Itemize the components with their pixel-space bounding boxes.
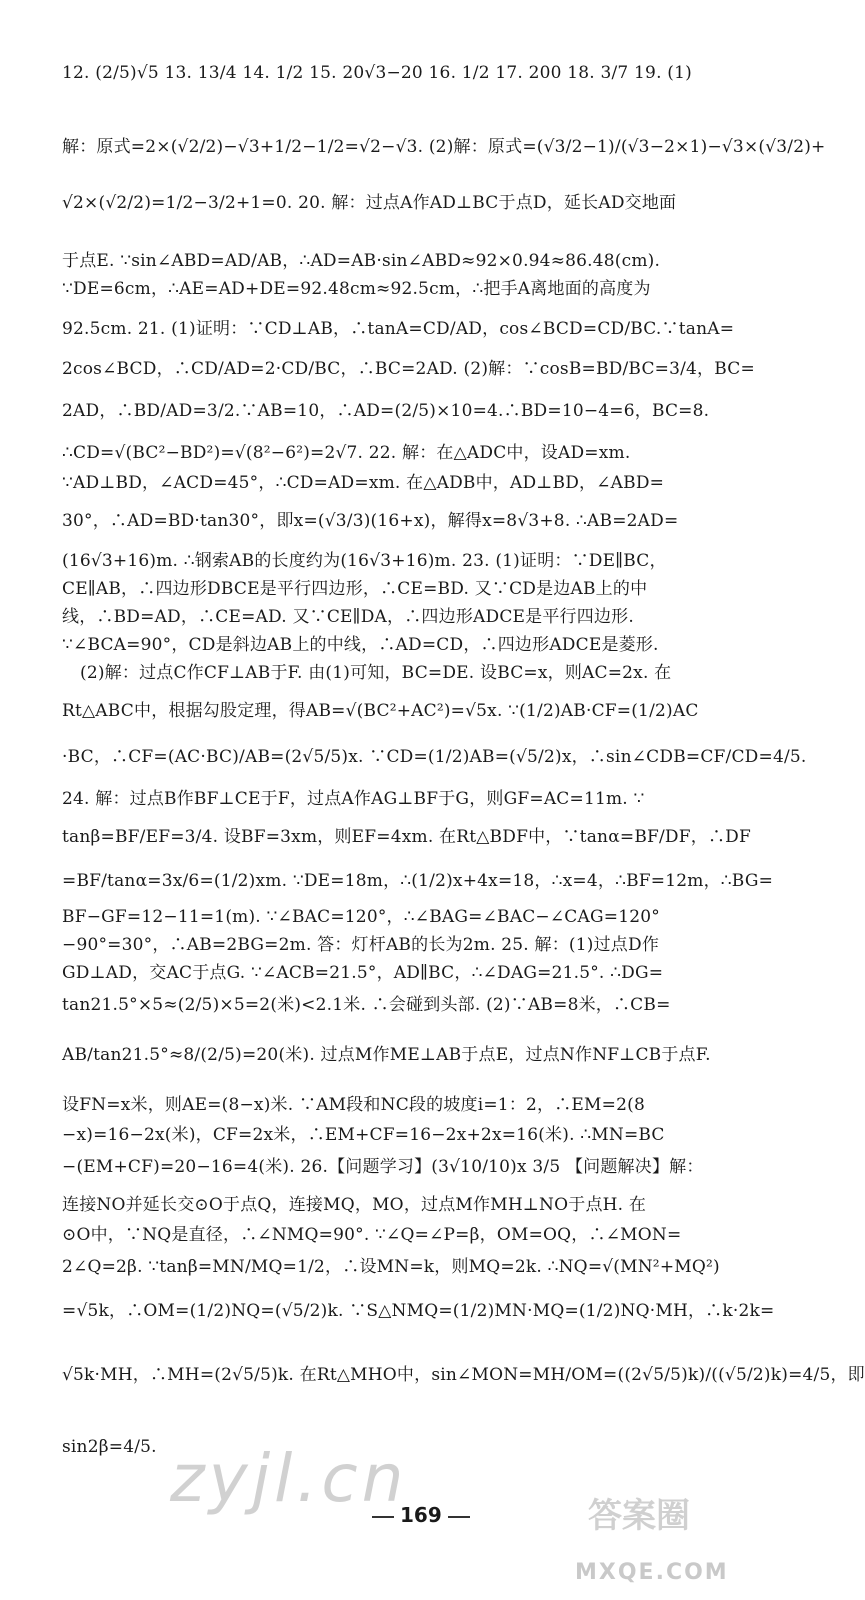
logo-url-watermark: MXQE.COM	[575, 1560, 729, 1585]
text-line: √5k·MH，∴MH=(2√5/5)k. 在Rt△MHO中，sin∠MON=MH/OM=((2√5/5)k)/((√5/2)k)=4/5，即	[62, 1365, 865, 1385]
text-line: 2AD，∴BD/AD=3/2.∵AB=10，∴AD=(2/5)×10=4.∴BD=10−4=6，BC=8.	[62, 401, 710, 421]
site-watermark: zyjl.cn	[170, 1440, 408, 1517]
text-line: −90°=30°，∴AB=2BG=2m. 答：灯杆AB的长为2m. 25. 解：(1)过点D作	[62, 935, 660, 955]
text-line: tanβ=BF/EF=3/4. 设BF=3xm，则EF=4xm. 在Rt△BDF中，∵tanα=BF/DF，∴DF	[62, 827, 751, 847]
text-line: 解：原式=2×(√2/2)−√3+1/2−1/2=√2−√3. (2)解：原式=(√3/2−1)/(√3−2×1)−√3×(√3/2)+	[62, 137, 826, 157]
text-line: ∵AD⊥BD，∠ACD=45°，∴CD=AD=xm. 在△ADB中，AD⊥BD，∠ABD=	[62, 473, 665, 493]
text-line: ∵DE=6cm，∴AE=AD+DE=92.48cm≈92.5cm，∴把手A离地面的高度为	[62, 279, 651, 299]
text-line: sin2β=4/5.	[62, 1437, 157, 1457]
text-line: 连接NO并延长交⊙O于点Q，连接MQ，MO，过点M作MH⊥NO于点H. 在	[62, 1195, 647, 1215]
text-line: ·BC，∴CF=(AC·BC)/AB=(2√5/5)x. ∵CD=(1/2)AB=(√5/2)x，∴sin∠CDB=CF/CD=4/5.	[62, 747, 807, 767]
text-line: −(EM+CF)=20−16=4(米). 26.【问题学习】(3√10/10)x 3/5 【问题解决】解：	[62, 1157, 704, 1177]
text-line: CE∥AB，∴四边形DBCE是平行四边形，∴CE=BD. 又∵CD是边AB上的中	[62, 579, 648, 599]
text-line: Rt△ABC中，根据勾股定理，得AB=√(BC²+AC²)=√5x. ∵(1/2)AB·CF=(1/2)AC	[62, 701, 699, 721]
text-line: 30°，∴AD=BD·tan30°，即x=(√3/3)(16+x)，解得x=8√3+8. ∴AB=2AD=	[62, 511, 679, 531]
text-line: 于点E. ∵sin∠ABD=AD/AB，∴AD=AB·sin∠ABD≈92×0.94≈86.48(cm).	[62, 251, 661, 271]
text-line: 2∠Q=2β. ∵tanβ=MN/MQ=1/2，∴设MN=k，则MQ=2k. ∴NQ=√(MN²+MQ²)	[62, 1257, 720, 1277]
text-line: 线，∴BD=AD，∴CE=AD. 又∵CE∥DA，∴四边形ADCE是平行四边形.	[62, 607, 634, 627]
text-line: tan21.5°×5≈(2/5)×5=2(米)<2.1米. ∴会碰到头部. (2)∵AB=8米，∴CB=	[62, 995, 671, 1015]
logo-watermark: 答案圈	[588, 1496, 690, 1536]
text-line: ⊙O中，∵NQ是直径，∴∠NMQ=90°. ∵∠Q=∠P=β，OM=OQ，∴∠MON=	[62, 1225, 682, 1245]
text-line: GD⊥AD，交AC于点G. ∵∠ACB=21.5°，AD∥BC，∴∠DAG=21.5°. ∴DG=	[62, 963, 664, 983]
text-line: ∵∠BCA=90°，CD是斜边AB上的中线，∴AD=CD，∴四边形ADCE是菱形.	[62, 635, 659, 655]
text-line: −x)=16−2x(米)，CF=2x米，∴EM+CF=16−2x+2x=16(米). ∴MN=BC	[62, 1125, 665, 1145]
page-number: 169	[366, 1503, 476, 1527]
text-line: 2cos∠BCD，∴CD/AD=2·CD/BC，∴BC=2AD. (2)解：∵cosB=BD/BC=3/4，BC=	[62, 359, 755, 379]
text-line: ∴CD=√(BC²−BD²)=√(8²−6²)=2√7. 22. 解：在△ADC中，设AD=xm.	[62, 443, 631, 463]
text-line: =√5k，∴OM=(1/2)NQ=(√5/2)k. ∵S△NMQ=(1/2)MN·MQ=(1/2)NQ·MH，∴k·2k=	[62, 1301, 775, 1321]
text-line: 设FN=x米，则AE=(8−x)米. ∵AM段和NC段的坡度i=1：2，∴EM=2(8	[62, 1095, 645, 1115]
text-line: BF−GF=12−11=1(m). ∵∠BAC=120°，∴∠BAG=∠BAC−∠CAG=120°	[62, 907, 660, 927]
text-line: (2)解：过点C作CF⊥AB于F. 由(1)可知，BC=DE. 设BC=x，则AC=2x. 在	[80, 663, 672, 683]
text-line: 92.5cm. 21. (1)证明：∵CD⊥AB，∴tanA=CD/AD，cos∠BCD=CD/BC.∵tanA=	[62, 319, 735, 339]
text-line: AB/tan21.5°≈8/(2/5)=20(米). 过点M作ME⊥AB于点E，过点N作NF⊥CB于点F.	[62, 1045, 711, 1065]
text-line: 12. (2/5)√5 13. 13/4 14. 1/2 15. 20√3−20 16. 1/2 17. 200 18. 3/7 19. (1)	[62, 63, 692, 83]
text-line: √2×(√2/2)=1/2−3/2+1=0. 20. 解：过点A作AD⊥BC于点D，延长AD交地面	[62, 193, 677, 213]
text-line: 24. 解：过点B作BF⊥CE于F，过点A作AG⊥BF于G，则GF=AC=11m. ∵	[62, 789, 645, 809]
text-line: (16√3+16)m. ∴钢索AB的长度约为(16√3+16)m. 23. (1)证明：∵DE∥BC，	[62, 551, 667, 571]
text-line: =BF/tanα=3x/6=(1/2)xm. ∵DE=18m，∴(1/2)x+4x=18，∴x=4，∴BF=12m，∴BG=	[62, 871, 774, 891]
